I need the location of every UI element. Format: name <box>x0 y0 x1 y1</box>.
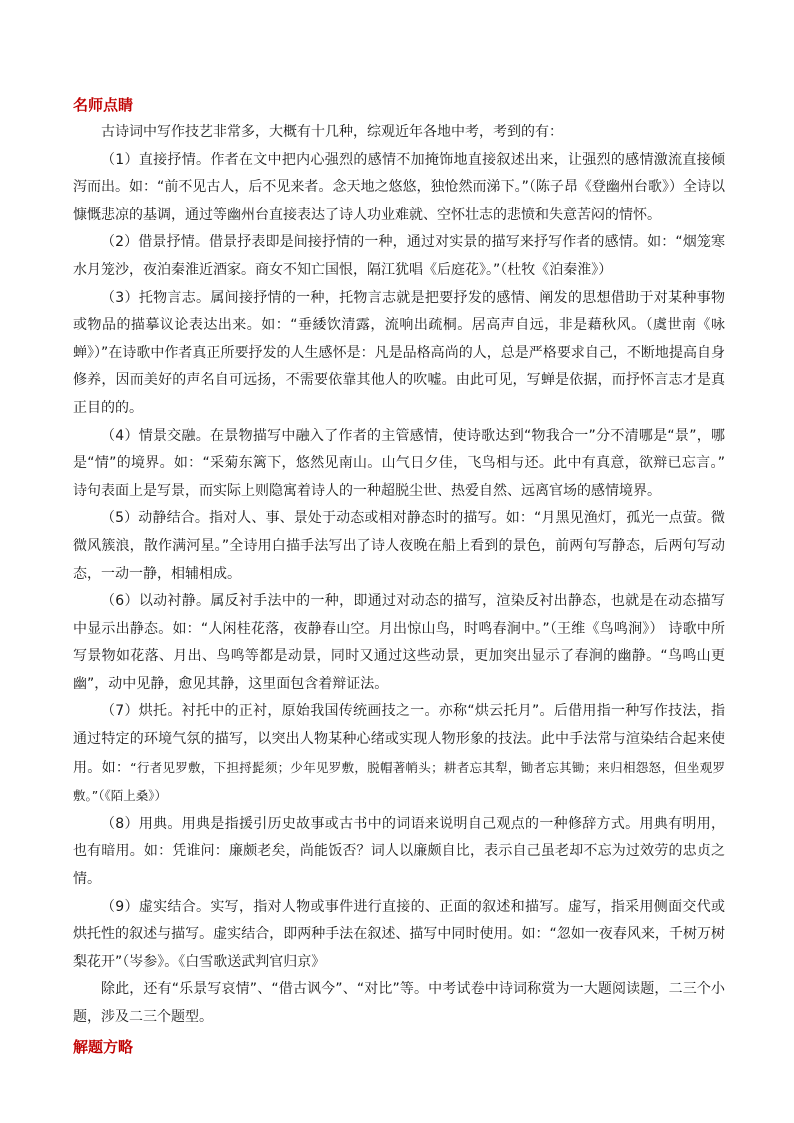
item-motion-stillness: （5）动静结合。指对人、事、景处于动态或相对静态时的描写。如：“月黑见渔灯，孤光一点萤。微微风簇浪，散作满河星。”全诗用白描手法写出了诗人夜晚在船上看到的景色，前两句写静态，后两句写动态，一动一静，相辅相成。 <box>73 510 725 582</box>
intro-paragraph: 古诗词中写作技艺非常多，大概有十几种，综观近年各地中考，考到的有： <box>101 124 563 140</box>
item-scene-lyric: （2）借景抒情。借景抒表即是间接抒情的一种，通过对实景的描写来抒写作者的感情。如：“烟笼寒水月笼沙，夜泊秦淮近酒家。商女不知亡国恨，隔江犹唱《后庭花》。”（杜牧《泊秦淮》） <box>73 234 725 278</box>
item-direct-lyric: （1）直接抒情。作者在文中把内心强烈的感情不加掩饰地直接叙述出来，让强烈的感情激流直接倾泻而出。如：“前不见古人，后不见来者。念天地之悠悠，独怆然而涕下。”（陈子昂《登幽州台歌》）全诗以慷慨悲凉的基调，通过等幽州台直接表达了诗人功业难就、空怀壮志的悲愤和失意苦闷的情怀。 <box>73 151 725 223</box>
item-foil <box>73 698 725 810</box>
item-allusion: （8）用典。用典是指援引历史故事或古书中的词语来说明自己观点的一种修辞方式。用典有明用，也有暗用。如：凭谁问：廉颇老矣，尚能饭否？词人以廉颇自比，表示自己虽老却不忘为过效劳的忠贞之情。 <box>73 815 725 888</box>
item-motion-contrast: （6）以动衬静。属反衬手法中的一种，即通过对动态的描写，渲染反衬出静态，也就是在动态描写中显示出静态。如：“人闲桂花落，夜静春山空。月出惊山鸟，时鸣春涧中。”（王维《鸟鸣涧》） 诗歌中所写景物如花落、月出、鸟鸣等都是动景，同时又通过这些动景，更加突出显示了春涧的幽静。“鸟鸣山更幽”，动中见静，愈见其静，这里面包含着辩证法。 <box>73 593 725 692</box>
item-scene-emotion-blend: （4）情景交融。在景物描写中融入了作者的主管感情，使诗歌达到“物我合一”分不清哪是“景”，哪是“情”的境界。如：“采菊东篱下，悠然见南山。山气日夕佳，飞鸟相与还。此中有真意，欲辩已忘言。” 诗句表面上是写景，而实际上则隐寓着诗人的一种超脱尘世、热爱自然、远离官场的感情境界。 <box>73 427 725 499</box>
section-heading-teacher-tips: 名师点睛 <box>73 96 134 114</box>
item-foil-quote: “行者见罗敷，下担捋髭须；少年见罗敷，脱帽著帩头；耕者忘其犁，锄者忘其锄；来归相怨怒，但坐观罗敷。”（《陌上桑》） <box>73 759 726 804</box>
section-heading-method: 解题方略 <box>73 1037 134 1056</box>
closing-paragraph: 除此，还有“乐景写哀情”、“借古讽今”、“对比”等。中考试卷中诗词称赏为一大题阅读题，二三个小题，涉及二三个题型。 <box>73 981 725 1025</box>
item-object-aspiration: （3）托物言志。属间接抒情的一种，托物言志就是把要抒发的感情、阐发的思想借助于对某种事物或物品的描摹议论表达出来。如：“垂緌饮清露，流响出疏桐。居高声自远，非是藉秋风。（虞世南《咏蝉》）”在诗歌中作者真正所要抒发的人生感怀是：凡是品格高尚的人，总是严格要求自己，不断地提高自身修养，因而美好的声名自可远扬，不需要依靠其他人的吹嘘。由此可见，写蝉是依据，而抒怀言志才是真正目的的。 <box>73 289 725 416</box>
item-foil-main: （7）烘托。衬托中的正衬，原始我国传统画技之一。亦称“烘云托月”。后借用指一种写作技法，指通过特定的环境气氛的描写，以突出人物某种心绪或实现人物形象的技法。此中手法常与渲染结合起来使用。如： <box>73 703 725 776</box>
document-page <box>73 92 725 1061</box>
item-real-virtual: （9）虚实结合。实写，指对人物或事件进行直接的、正面的叙述和描写。虚写，指采用侧面交代或烘托性的叙述与描写。虚实结合，即两种手法在叙述、描写中同时使用。如：“忽如一夜春风来，千树万树梨花开”（岑参》。《白雪歌送武判官归京》 <box>73 898 725 970</box>
